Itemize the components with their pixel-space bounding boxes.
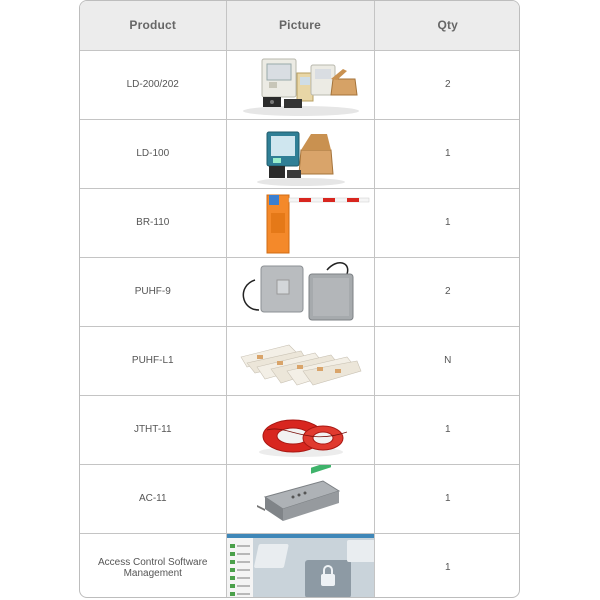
parking-terminal-icon xyxy=(227,120,374,188)
product-name: PUHF-9 xyxy=(80,257,226,326)
product-name: PUHF-L1 xyxy=(80,326,226,395)
table-row xyxy=(80,395,520,464)
header-qty: Qty xyxy=(374,1,520,50)
product-qty: 1 xyxy=(374,533,520,598)
product-qty: 2 xyxy=(374,50,520,119)
product-qty: 1 xyxy=(374,464,520,533)
table-row xyxy=(80,257,520,326)
cable-reel-icon xyxy=(227,396,374,464)
table-row xyxy=(80,50,520,119)
product-name: BR-110 xyxy=(80,188,226,257)
access-controller-icon xyxy=(227,465,374,533)
uhf-tags-icon xyxy=(227,327,374,395)
table-header-row xyxy=(80,1,520,50)
header-picture: Picture xyxy=(226,1,374,50)
product-qty: N xyxy=(374,326,520,395)
product-qty: 1 xyxy=(374,395,520,464)
table-row xyxy=(80,326,520,395)
product-qty: 1 xyxy=(374,119,520,188)
table-row xyxy=(80,188,520,257)
product-name: Access Control Software Management xyxy=(80,533,226,598)
product-name: LD-200/202 xyxy=(80,50,226,119)
product-qty: 2 xyxy=(374,257,520,326)
table-row xyxy=(80,533,520,598)
header-product: Product xyxy=(80,1,226,50)
uhf-reader-icon xyxy=(227,258,374,326)
barrier-gate-icon xyxy=(227,189,374,257)
product-table xyxy=(79,0,520,598)
product-name: AC-11 xyxy=(80,464,226,533)
software-screenshot-icon xyxy=(227,534,374,598)
product-name: JTHT-11 xyxy=(80,395,226,464)
table-row xyxy=(80,464,520,533)
parking-terminal-kit-icon xyxy=(227,51,374,119)
table-row xyxy=(80,119,520,188)
product-qty: 1 xyxy=(374,188,520,257)
product-name: LD-100 xyxy=(80,119,226,188)
